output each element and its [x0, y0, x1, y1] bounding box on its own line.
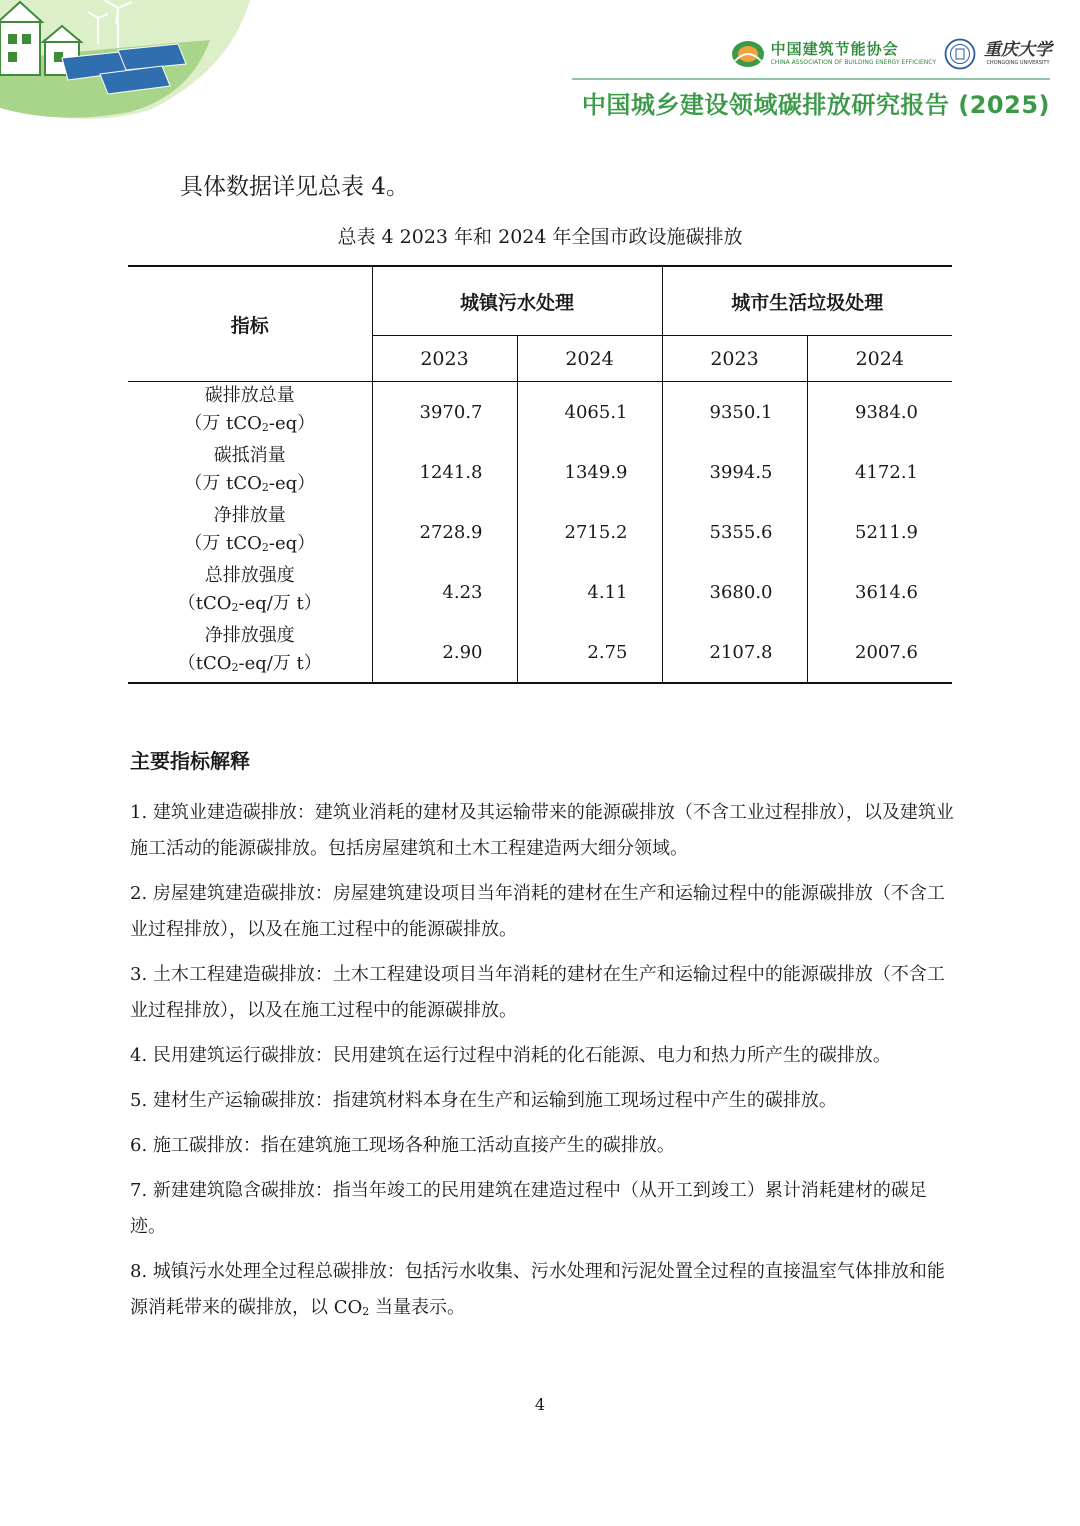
value-cell: 5355.6	[662, 502, 807, 562]
indicator-name: 碳抵消量	[213, 445, 286, 466]
group-header-waste: 城市生活垃圾处理	[662, 266, 952, 336]
indicator-unit: （万 tCO$_2$-eq）	[184, 413, 316, 434]
table-row	[128, 562, 952, 622]
cqu-name: 重庆大学	[984, 40, 1052, 60]
green-building-illustration	[0, 0, 270, 120]
header-logos	[731, 36, 1052, 72]
year-header: 2024	[807, 336, 952, 382]
table-row	[128, 442, 952, 502]
definitions-list	[130, 795, 960, 1339]
table-row	[128, 622, 952, 683]
intro-paragraph: 具体数据详见总表 4。	[180, 174, 409, 200]
table-caption: 总表 4 2023 年和 2024 年全国市政设施碳排放	[337, 226, 743, 248]
cqu-logo	[984, 42, 1052, 66]
header-divider	[572, 78, 1050, 80]
indicator-cell	[128, 562, 372, 622]
value-cell: 3614.6	[807, 562, 952, 622]
cabee-english-name: CHINA ASSOCIATION OF BUILDING ENERGY EFFICIENCY	[770, 59, 936, 66]
cabee-emblem-icon	[731, 39, 765, 69]
value-cell: 2007.6	[807, 622, 952, 683]
table-row	[128, 502, 952, 562]
value-cell: 3970.7	[372, 382, 517, 443]
value-cell: 4.11	[517, 562, 662, 622]
cabee-name: 中国建筑节能协会	[770, 40, 899, 58]
year-header: 2023	[662, 336, 807, 382]
definition-item: 7. 新建建筑隐含碳排放：指当年竣工的民用建筑在建造过程中（从开工到竣工）累计消耗建材的碳足迹。	[130, 1180, 927, 1237]
value-cell: 9350.1	[662, 382, 807, 443]
value-cell: 4065.1	[517, 382, 662, 443]
indicator-cell	[128, 502, 372, 562]
emissions-table	[128, 265, 952, 684]
table-row	[128, 382, 952, 443]
indicator-unit: （万 tCO$_2$-eq）	[184, 473, 316, 494]
value-cell: 1349.9	[517, 442, 662, 502]
value-cell: 4172.1	[807, 442, 952, 502]
definition-item: 2. 房屋建筑建造碳排放：房屋建筑建设项目当年消耗的建材在生产和运输过程中的能源碳排放（不含工业过程排放），以及在施工过程中的能源碳排放。	[130, 883, 945, 940]
value-cell: 2107.8	[662, 622, 807, 683]
value-cell: 4.23	[372, 562, 517, 622]
indicator-cell	[128, 442, 372, 502]
indicator-unit: （万 tCO$_2$-eq）	[184, 533, 316, 554]
indicator-name: 总排放强度	[204, 565, 295, 586]
value-cell: 3680.0	[662, 562, 807, 622]
indicator-unit: （tCO$_2$-eq/万 t）	[177, 593, 322, 614]
indicator-cell	[128, 622, 372, 683]
value-cell: 9384.0	[807, 382, 952, 443]
definition-item: 1. 建筑业建造碳排放：建筑业消耗的建材及其运输带来的能源碳排放（不含工业过程排放），以及建筑业施工活动的能源碳排放。包括房屋建筑和土木工程建造两大细分领域。	[130, 802, 954, 859]
cqu-seal-icon	[944, 38, 976, 70]
year-header: 2024	[517, 336, 662, 382]
indicator-unit: （tCO$_2$-eq/万 t）	[177, 653, 322, 674]
value-cell: 5211.9	[807, 502, 952, 562]
page-number: 4	[534, 1395, 546, 1414]
definition-item: 6. 施工碳排放：指在建筑施工现场各种施工活动直接产生的碳排放。	[130, 1135, 675, 1156]
report-title: 中国城乡建设领域碳排放研究报告 (2025)	[581, 91, 1050, 119]
definitions-heading: 主要指标解释	[130, 749, 250, 773]
definition-item: 5. 建材生产运输碳排放：指建筑材料本身在生产和运输到施工现场过程中产生的碳排放。	[130, 1090, 837, 1111]
indicator-name: 碳排放总量	[204, 385, 295, 406]
value-cell: 2715.2	[517, 502, 662, 562]
year-header: 2023	[372, 336, 517, 382]
indicator-name: 净排放强度	[204, 625, 295, 646]
value-cell: 2.90	[372, 622, 517, 683]
value-cell: 3994.5	[662, 442, 807, 502]
value-cell: 2.75	[517, 622, 662, 683]
definition-item: 4. 民用建筑运行碳排放：民用建筑在运行过程中消耗的化石能源、电力和热力所产生的碳排放。	[130, 1045, 891, 1066]
cabee-logo	[731, 39, 936, 69]
cqu-english-name: CHONGQING UNIVERSITY	[986, 60, 1050, 66]
value-cell: 2728.9	[372, 502, 517, 562]
group-header-wastewater: 城镇污水处理	[372, 266, 662, 336]
indicator-name: 净排放量	[213, 505, 286, 526]
definition-item: 8. 城镇污水处理全过程总碳排放：包括污水收集、污水处理和污泥处置全过程的直接温室气体排放和能源消耗带来的碳排放，以 $CO_2$ 当量表示。	[130, 1261, 945, 1318]
indicator-header: 指标	[128, 266, 372, 382]
value-cell: 1241.8	[372, 442, 517, 502]
definition-item: 3. 土木工程建造碳排放：土木工程建设项目当年消耗的建材在生产和运输过程中的能源碳排放（不含工业过程排放），以及在施工过程中的能源碳排放。	[130, 964, 945, 1021]
indicator-cell	[128, 382, 372, 443]
